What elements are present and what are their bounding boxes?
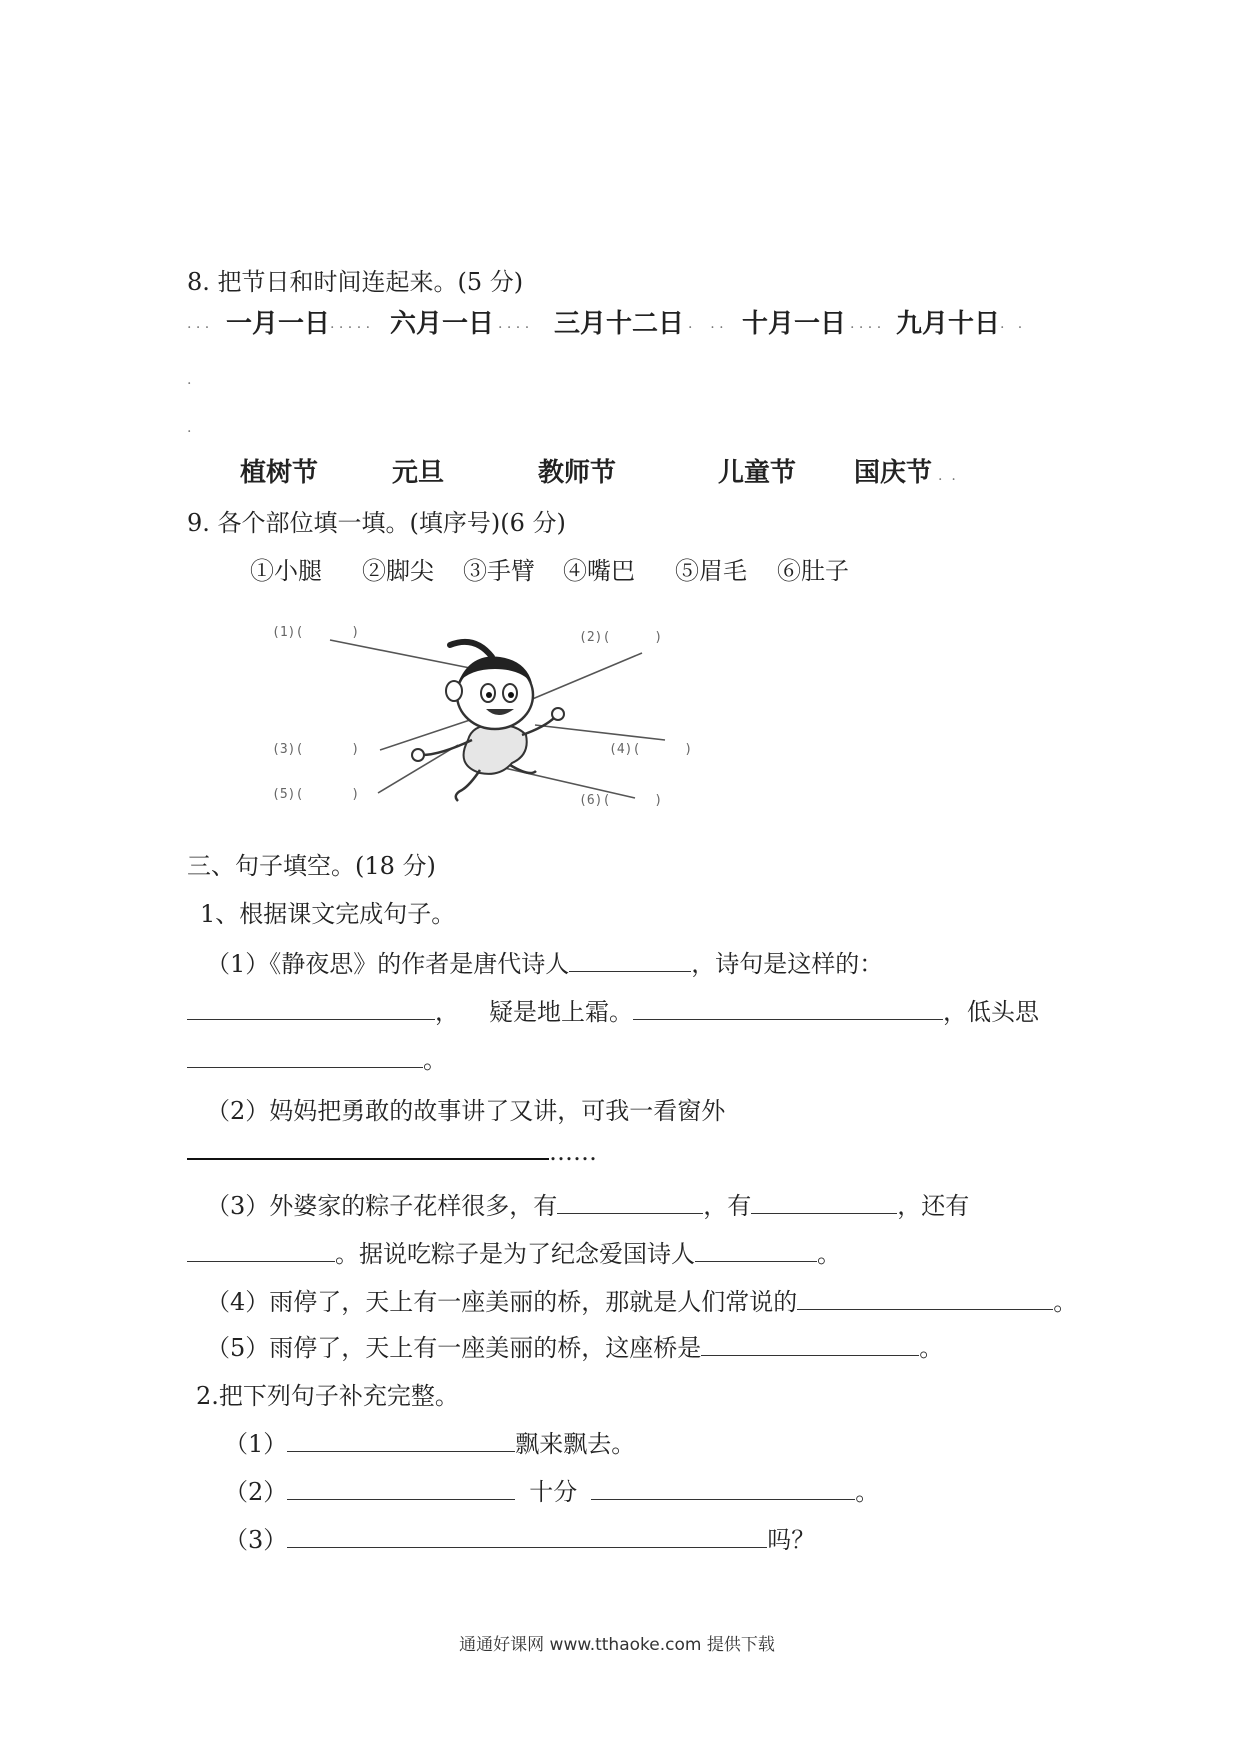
part-label: (3)( ) [272,742,360,757]
section3-title: 三、句子填空。(18 分) [187,852,436,880]
option-item: ⑤眉毛 [675,557,747,585]
sentence-4: （4）雨停了，天上有一座美丽的桥，那就是人们常说的 。 [206,1288,1078,1316]
footer-text: 通通好课网 www.tthaoke.com 提供下载 [459,1635,775,1655]
blank-line[interactable] [187,1136,549,1160]
festival-item: 植树节 [240,458,319,488]
option-item: ④嘴巴 [563,557,635,585]
blank-line[interactable] [695,1239,817,1262]
blank-line[interactable] [701,1333,919,1356]
complete-3: （3） 吗？ [224,1526,816,1554]
q8-title: 8. 把节日和时间连起来。(5 分) [187,268,524,296]
blank-line[interactable] [797,1287,1053,1310]
complete-2: （2） 十分 。 [224,1478,880,1506]
festival-item: 国庆节 [854,458,933,488]
part-label: (5)( ) [272,787,360,802]
sentence-2: （2）妈妈把勇敢的故事讲了又讲，可我一看窗外 [206,1097,726,1125]
part-label: (4)( ) [609,742,693,757]
sub-title-1: 1、根据课文完成句子。 [200,900,456,928]
festival-item: 儿童节 [718,458,797,488]
blank-line[interactable] [287,1525,767,1548]
blank-line[interactable] [187,997,435,1020]
blank-line[interactable] [187,1239,335,1262]
date-item: 一月一日 [226,309,331,339]
blank-line[interactable] [633,997,943,1020]
dots: . . . . . [330,316,371,332]
part-label: (1)( ) [272,625,360,640]
part-label: (2)( ) [579,630,663,645]
date-item: 九月十日 [896,309,1001,339]
option-item: ②脚尖 [362,557,434,585]
sentence-3: （3）外婆家的粽子花样很多，有 ，有 ，还有 [206,1192,970,1220]
dots: . . [938,468,956,484]
date-item: 六月一日 [390,309,495,339]
part-label: (6)( ) [579,793,663,808]
festival-item: 元旦 [392,458,445,488]
sub-title-2: 2.把下列句子补充完整。 [196,1382,459,1410]
date-item: 三月十二日 [554,309,685,339]
dots: . . . . [498,316,530,332]
sentence-2-cont: …… [187,1136,597,1166]
option-item: ①小腿 [250,557,322,585]
dot: . [187,420,192,436]
sentence-5: （5）雨停了，天上有一座美丽的桥，这座桥是 。 [206,1334,944,1362]
dots: . . . [688,316,724,332]
blank-line[interactable] [591,1477,855,1500]
complete-1: （1） 飘来飘去。 [224,1430,636,1458]
q9-title: 9. 各个部位填一填。(填序号)(6 分) [187,509,566,537]
dots: . . [1000,316,1023,332]
blank-line[interactable] [557,1191,703,1214]
sentence-1-cont: ， 疑是地上霜。 ，低头思 [187,992,1039,1027]
cartoon-figure [230,605,730,835]
dots: . . . . [850,316,882,332]
sentence-1-end: 。 [187,1040,447,1075]
dots: . . . [187,316,210,332]
sentence-1: （1）《静夜思》的作者是唐代诗人 ，诗句是这样的： [206,950,884,978]
blank-line[interactable] [287,1477,515,1500]
festival-item: 教师节 [538,458,617,488]
option-item: ⑥肚子 [777,557,849,585]
option-item: ③手臂 [463,557,535,585]
blank-line[interactable] [569,949,691,972]
dot: . [187,372,192,388]
sentence-3-cont: 。据说吃粽子是为了纪念爱国诗人 。 [187,1234,841,1269]
date-item: 十月一日 [742,309,847,339]
blank-line[interactable] [187,1045,423,1068]
blank-line[interactable] [751,1191,897,1214]
blank-line[interactable] [287,1429,515,1452]
